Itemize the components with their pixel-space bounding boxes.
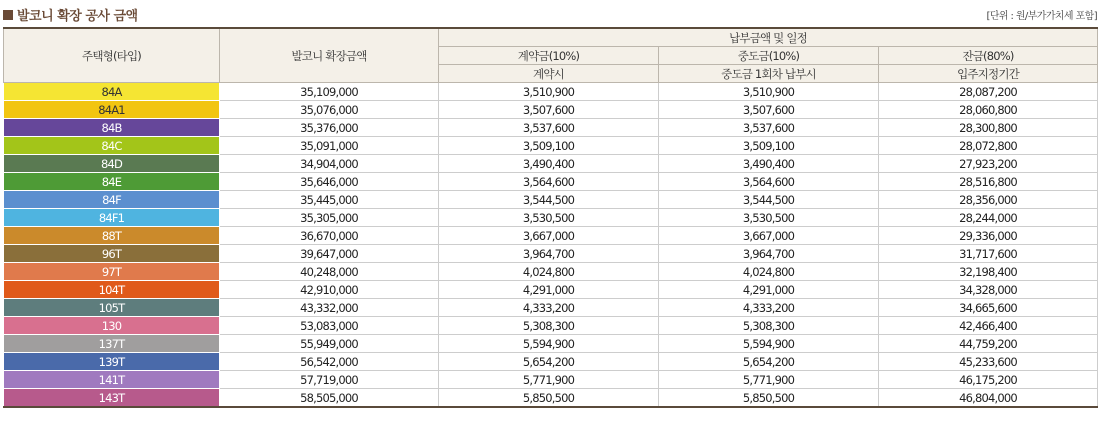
balance-cell: 46,804,000 [879, 389, 1098, 408]
contract-cell: 3,509,100 [439, 137, 659, 155]
amount-cell: 35,445,000 [220, 191, 439, 209]
table-row [4, 137, 1098, 155]
header-amount: 발코니 확장금액 [220, 28, 439, 83]
amount-cell: 42,910,000 [220, 281, 439, 299]
balance-cell: 42,466,400 [879, 317, 1098, 335]
table-row [4, 191, 1098, 209]
balance-cell: 46,175,200 [879, 371, 1098, 389]
middle-cell: 5,654,200 [659, 353, 879, 371]
contract-cell: 4,024,800 [439, 263, 659, 281]
table-row [4, 281, 1098, 299]
header-balance-when: 입주지정기간 [879, 65, 1098, 83]
middle-cell: 5,594,900 [659, 335, 879, 353]
middle-cell: 3,667,000 [659, 227, 879, 245]
balance-cell: 28,244,000 [879, 209, 1098, 227]
table-row [4, 155, 1098, 173]
middle-cell: 4,333,200 [659, 299, 879, 317]
table-row [4, 317, 1098, 335]
contract-cell: 3,537,600 [439, 119, 659, 137]
table-row [4, 173, 1098, 191]
type-cell: 84F [4, 191, 220, 209]
balance-cell: 44,759,200 [879, 335, 1098, 353]
contract-cell: 3,964,700 [439, 245, 659, 263]
unit-note: [단위 : 원/부가가치세 포함] [986, 11, 1097, 22]
balance-cell: 32,198,400 [879, 263, 1098, 281]
balance-cell: 31,717,600 [879, 245, 1098, 263]
amount-cell: 35,646,000 [220, 173, 439, 191]
contract-cell: 5,654,200 [439, 353, 659, 371]
amount-cell: 35,305,000 [220, 209, 439, 227]
type-cell: 84D [4, 155, 220, 173]
table-row [4, 353, 1098, 371]
amount-cell: 35,109,000 [220, 83, 439, 101]
amount-cell: 57,719,000 [220, 371, 439, 389]
contract-cell: 3,667,000 [439, 227, 659, 245]
balance-cell: 28,060,800 [879, 101, 1098, 119]
header-type: 주택형(타입) [4, 28, 220, 83]
amount-cell: 35,376,000 [220, 119, 439, 137]
table-row [4, 83, 1098, 101]
middle-cell: 3,507,600 [659, 101, 879, 119]
type-cell: 130 [4, 317, 220, 335]
contract-cell: 3,544,500 [439, 191, 659, 209]
type-cell: 97T [4, 263, 220, 281]
contract-cell: 5,594,900 [439, 335, 659, 353]
type-cell: 88T [4, 227, 220, 245]
middle-cell: 5,850,500 [659, 389, 879, 408]
amount-cell: 34,904,000 [220, 155, 439, 173]
middle-cell: 5,771,900 [659, 371, 879, 389]
contract-cell: 3,564,600 [439, 173, 659, 191]
amount-cell: 36,670,000 [220, 227, 439, 245]
balance-cell: 28,300,800 [879, 119, 1098, 137]
middle-cell: 4,024,800 [659, 263, 879, 281]
contract-cell: 4,333,200 [439, 299, 659, 317]
contract-cell: 3,490,400 [439, 155, 659, 173]
header-row-1 [4, 28, 1098, 47]
type-cell: 84B [4, 119, 220, 137]
balance-cell: 29,336,000 [879, 227, 1098, 245]
header-contract: 계약금(10%) [439, 47, 659, 65]
type-cell: 104T [4, 281, 220, 299]
type-cell: 84E [4, 173, 220, 191]
middle-cell: 3,537,600 [659, 119, 879, 137]
header-contract-when: 계약시 [439, 65, 659, 83]
type-cell: 84C [4, 137, 220, 155]
table-caption-bar [3, 0, 1097, 26]
table-title-text: 발코니 확장 공사 금액 [17, 9, 138, 24]
middle-cell: 3,544,500 [659, 191, 879, 209]
type-cell: 96T [4, 245, 220, 263]
contract-cell: 5,308,300 [439, 317, 659, 335]
amount-cell: 39,647,000 [220, 245, 439, 263]
table-row [4, 227, 1098, 245]
contract-cell: 5,850,500 [439, 389, 659, 408]
balance-cell: 34,665,600 [879, 299, 1098, 317]
type-cell: 84F1 [4, 209, 220, 227]
table-row [4, 371, 1098, 389]
middle-cell: 4,291,000 [659, 281, 879, 299]
amount-cell: 43,332,000 [220, 299, 439, 317]
amount-cell: 55,949,000 [220, 335, 439, 353]
table-body [4, 83, 1098, 408]
middle-cell: 3,530,500 [659, 209, 879, 227]
table-row [4, 119, 1098, 137]
contract-cell: 5,771,900 [439, 371, 659, 389]
table-row [4, 389, 1098, 408]
type-cell: 84A1 [4, 101, 220, 119]
balance-cell: 28,516,800 [879, 173, 1098, 191]
contract-cell: 3,507,600 [439, 101, 659, 119]
balance-cell: 28,087,200 [879, 83, 1098, 101]
type-cell: 143T [4, 389, 220, 408]
table-row [4, 209, 1098, 227]
amount-cell: 58,505,000 [220, 389, 439, 408]
square-bullet-icon [3, 10, 13, 20]
table-title [3, 5, 138, 24]
table-row [4, 263, 1098, 281]
contract-cell: 4,291,000 [439, 281, 659, 299]
table-row [4, 299, 1098, 317]
amount-cell: 35,076,000 [220, 101, 439, 119]
header-schedule: 납부금액 및 일정 [439, 28, 1098, 47]
type-cell: 84A [4, 83, 220, 101]
amount-cell: 35,091,000 [220, 137, 439, 155]
type-cell: 137T [4, 335, 220, 353]
type-cell: 105T [4, 299, 220, 317]
balance-cell: 34,328,000 [879, 281, 1098, 299]
amount-cell: 53,083,000 [220, 317, 439, 335]
type-cell: 141T [4, 371, 220, 389]
balcony-cost-table [3, 27, 1098, 408]
balance-cell: 45,233,600 [879, 353, 1098, 371]
table-row [4, 335, 1098, 353]
middle-cell: 3,964,700 [659, 245, 879, 263]
balance-cell: 27,923,200 [879, 155, 1098, 173]
header-middle-when: 중도금 1회차 납부시 [659, 65, 879, 83]
balance-cell: 28,072,800 [879, 137, 1098, 155]
amount-cell: 40,248,000 [220, 263, 439, 281]
middle-cell: 3,490,400 [659, 155, 879, 173]
type-cell: 139T [4, 353, 220, 371]
contract-cell: 3,510,900 [439, 83, 659, 101]
header-balance: 잔금(80%) [879, 47, 1098, 65]
table-row [4, 245, 1098, 263]
header-middle: 중도금(10%) [659, 47, 879, 65]
contract-cell: 3,530,500 [439, 209, 659, 227]
middle-cell: 3,564,600 [659, 173, 879, 191]
middle-cell: 3,510,900 [659, 83, 879, 101]
balance-cell: 28,356,000 [879, 191, 1098, 209]
amount-cell: 56,542,000 [220, 353, 439, 371]
middle-cell: 5,308,300 [659, 317, 879, 335]
middle-cell: 3,509,100 [659, 137, 879, 155]
table-row [4, 101, 1098, 119]
